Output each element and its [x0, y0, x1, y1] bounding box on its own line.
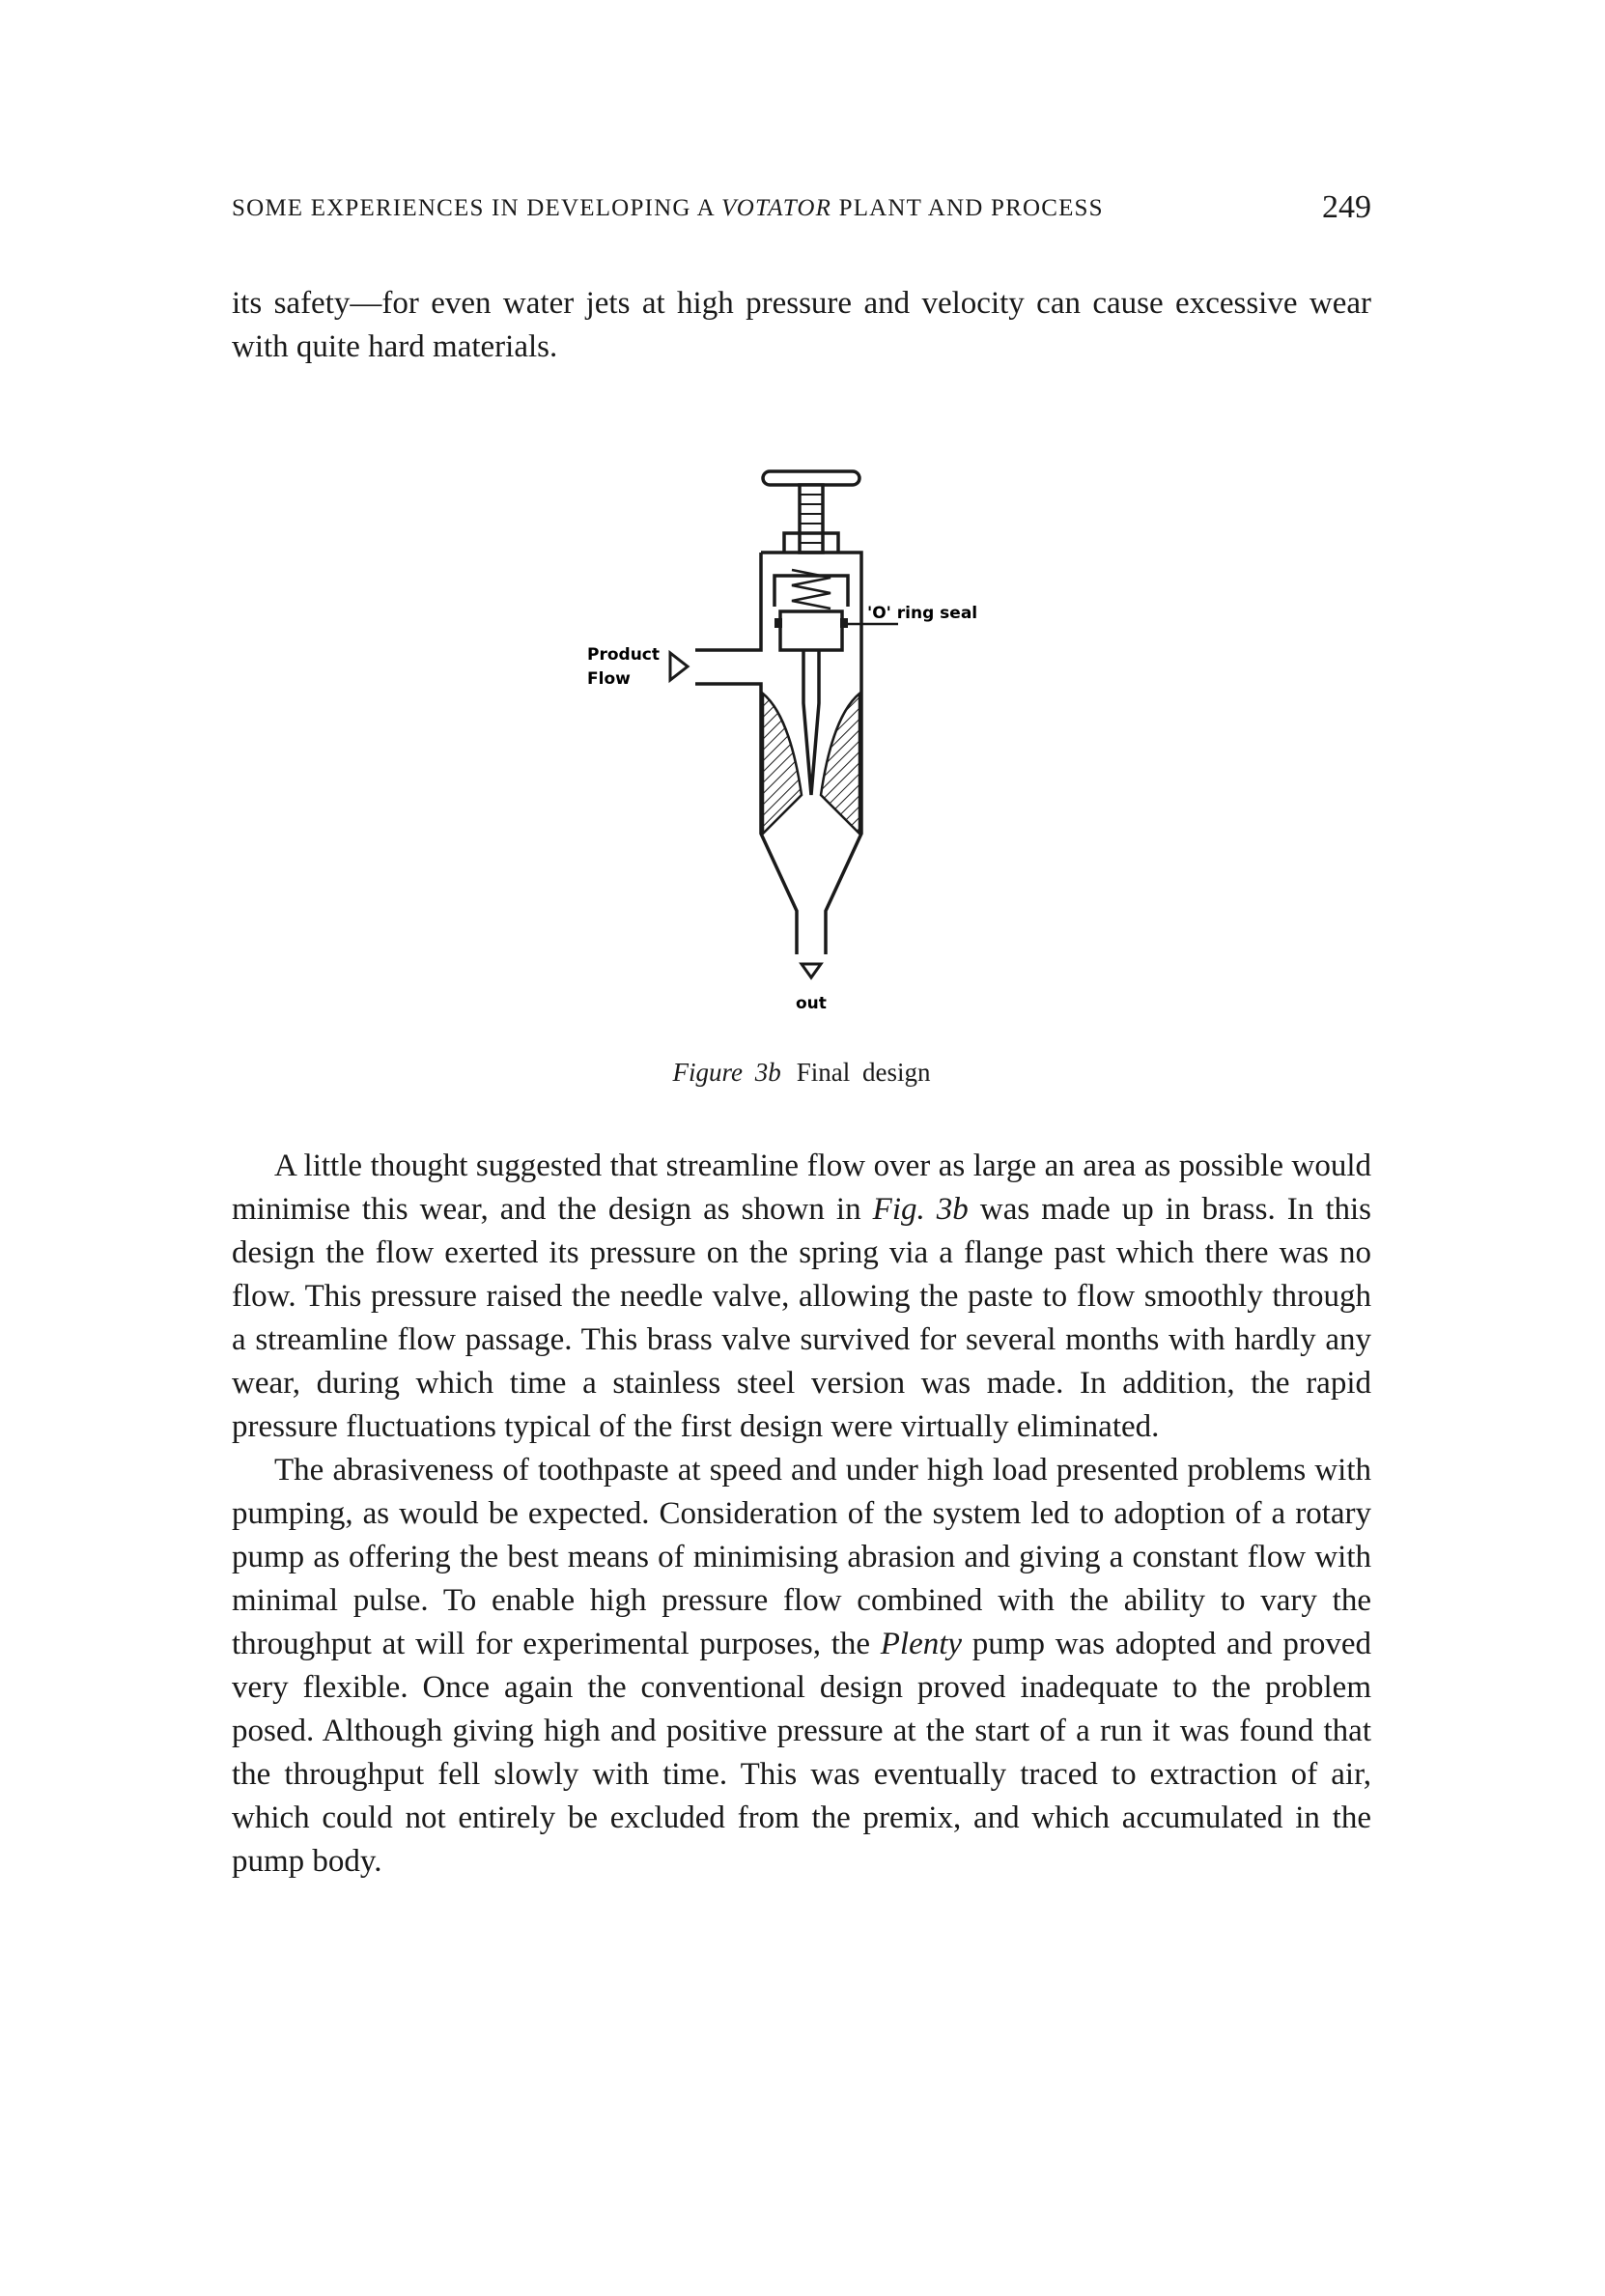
body-text-block [232, 1145, 1371, 1884]
outlet-label: out [796, 994, 827, 1013]
streamline-insert-right [821, 694, 859, 834]
handle-bar [763, 471, 859, 485]
p1-fig-ref: Fig. 3b [872, 1192, 969, 1227]
figure-caption [232, 1058, 1371, 1088]
p2-text-a: The abrasiveness of toothpaste at speed and under high load presented problems with pumping, as would be expected. Consideration of the system led to adoption of a rotary pump as offering the best means of minimising abrasion and giving a constant flow with minimal pulse. To enable high pressure flow combined with the ability to vary the throughput at will for experimental purposes, the [232, 1453, 1371, 1661]
p2-text-b: pump was adopted and proved very flexible. Once again the conventional design proved inadequate to the problem posed. Although giving high and positive pressure at the start of a run it was found that the throughput fell slowly with time. This was eventually traced to extraction of air, which could not entirely be excluded from the premix, and which accumulated in the pump body. [232, 1627, 1371, 1879]
p1-text-a: A little thought suggested that streamline flow over as large an area as possible would minimise this wear, and the design as shown in [232, 1148, 1371, 1227]
flange-piston [780, 611, 842, 650]
figure-caption-text: Final design [796, 1058, 931, 1087]
o-ring-right [840, 618, 848, 628]
product-flow-label-line2: Flow [587, 669, 631, 689]
needle-valve [803, 650, 819, 795]
outlet-arrow [802, 964, 821, 978]
body-paragraph-2 [232, 1449, 1371, 1884]
p1-text-b: was made up in brass. In this design the flow exerted its pressure on the spring via a flange past which there was no flow. This pressure raised the needle valve, allowing the paste to flow smoothly through a streamline flow passage. This brass valve survived for several months with hardly any wear, during which time a stainless steel version was made. In addition, the rapid pressure fluctuations typical of the first design were virtually eliminated. [232, 1192, 1371, 1444]
running-title-start: SOME EXPERIENCES IN DEVELOPING A [232, 195, 721, 221]
o-ring-seal-label: 'O' ring seal [867, 604, 978, 623]
product-flow-label-line1: Product [587, 645, 660, 665]
intro-paragraph: its safety—for even water jets at high pressure and velocity can cause excessive wear with quite hard materials. [232, 286, 1371, 364]
p2-plenty: Plenty [880, 1627, 963, 1661]
body-paragraph-1 [232, 1145, 1371, 1449]
running-title-votator: VOTATOR [720, 195, 832, 221]
page-header [232, 189, 1371, 236]
inlet-arrow [670, 653, 688, 680]
o-ring-left [774, 618, 782, 628]
valve-diagram [570, 462, 1033, 1022]
streamline-insert-left [763, 694, 802, 834]
running-title-end: PLANT AND PROCESS [831, 195, 1104, 221]
page-number: 249 [1322, 189, 1371, 225]
figure-caption-label: Figure 3b [672, 1058, 781, 1087]
intro-text-block [232, 282, 1371, 369]
running-title [232, 195, 1104, 222]
figure-3b-diagram [570, 462, 1033, 1022]
